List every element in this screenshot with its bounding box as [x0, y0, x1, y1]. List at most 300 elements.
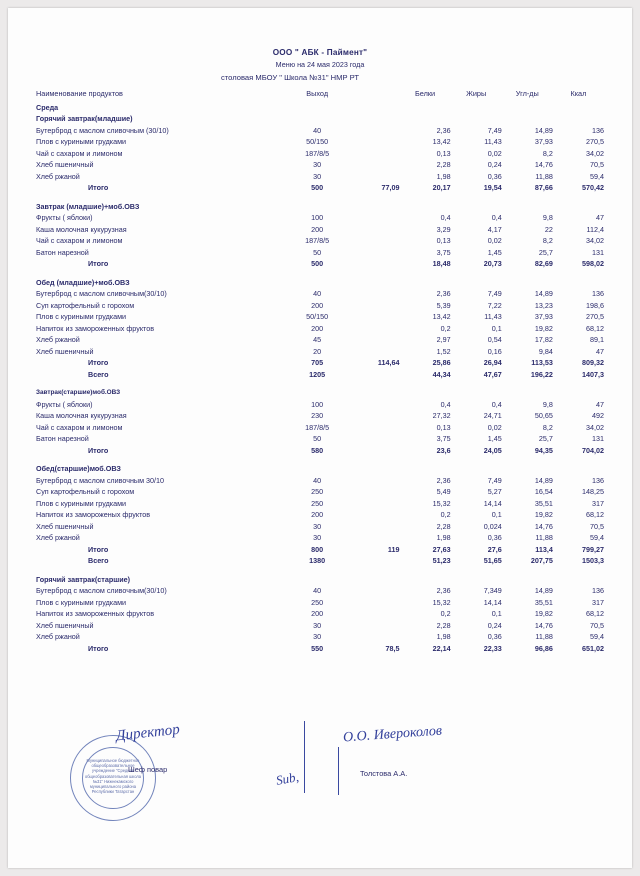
dish-name: Чай с сахаром и лимоном	[36, 422, 123, 432]
section-title-row	[36, 463, 604, 475]
dish-kkal: 59,4	[590, 171, 604, 181]
section-blank-1	[348, 574, 399, 586]
dish-name: Плов с куриными грудками	[36, 312, 127, 321]
dish-jiry: 0,02	[487, 148, 502, 158]
menu-table	[36, 88, 604, 661]
dish-jiry: 0,1	[491, 510, 502, 519]
total-cost	[348, 369, 399, 381]
total-belki: 18,48	[432, 259, 451, 268]
dish-belki: 15,32	[432, 498, 451, 508]
column-header-name: Наименование продуктов	[36, 89, 123, 98]
day-blank-1	[348, 102, 399, 114]
section-spacer	[36, 380, 604, 387]
section-blank-1	[348, 201, 399, 213]
dish-uglevody: 8,2	[542, 236, 553, 245]
total-vyhod: 580	[311, 445, 324, 455]
dish-jiry: 0,36	[487, 533, 502, 542]
total-jiry: 22,33	[483, 643, 502, 653]
dish-cost	[348, 597, 399, 609]
menu-row	[36, 224, 604, 236]
dish-vyhod: 230	[311, 411, 324, 420]
document-page	[8, 8, 632, 868]
total-vyhod: 500	[311, 183, 324, 192]
section-blank-3	[451, 574, 502, 586]
dish-name: Бутерброд с маслом сливочным(30/10)	[36, 586, 167, 595]
dish-cost	[348, 288, 399, 300]
total-cost	[348, 555, 399, 567]
section-title: Горячий завтрак(младшие)	[36, 114, 133, 123]
dish-kkal: 136	[592, 125, 604, 135]
section-title: Завтрак (младшие)+моб.ОВЗ	[36, 201, 140, 211]
dish-name: Хлеб пшеничный	[36, 620, 94, 630]
total-belki: 27,63	[432, 544, 451, 554]
org-name: ООО " АБК - Паймент"	[272, 48, 368, 57]
dish-uglevody: 50,65	[534, 411, 553, 420]
total-label: Итого	[88, 358, 109, 367]
dish-vyhod: 45	[313, 335, 322, 344]
dish-cost	[348, 125, 399, 137]
section-blank-1	[348, 463, 399, 475]
menu-row	[36, 288, 604, 300]
dish-uglevody: 19,82	[534, 323, 553, 333]
dish-name: Хлеб ржаной	[36, 335, 80, 344]
dish-jiry: 0,16	[487, 346, 502, 356]
section-blank-3	[451, 277, 502, 289]
dish-cost	[348, 509, 399, 521]
menu-row	[36, 498, 604, 510]
dish-cost	[348, 148, 399, 160]
dish-cost	[348, 585, 399, 597]
dish-vyhod: 200	[311, 323, 324, 333]
column-header-uglevody: Угл-ды	[515, 89, 539, 98]
spacer-cell	[36, 270, 604, 277]
total-row	[36, 369, 604, 381]
section-blank-4	[502, 113, 553, 125]
dish-vyhod: 30	[313, 533, 322, 542]
menu-row	[36, 148, 604, 160]
total-jiry: 19,54	[483, 183, 502, 192]
dish-name: Напиток из замороженных фруктов	[36, 609, 155, 618]
dish-name: Суп картофельный с горохом	[36, 487, 135, 496]
section-title: Обед (младшие)+моб.ОВЗ	[36, 277, 130, 287]
dish-cost	[348, 235, 399, 247]
dish-jiry: 0,1	[491, 609, 502, 618]
menu-row	[36, 475, 604, 487]
dish-kkal: 34,02	[586, 148, 604, 158]
section-blank-3	[451, 463, 502, 475]
dish-belki: 5,39	[436, 300, 451, 310]
dish-kkal: 136	[592, 289, 604, 298]
dish-belki: 0,4	[440, 213, 451, 222]
day-row	[36, 102, 604, 114]
section-blank-5	[553, 277, 604, 289]
dish-uglevody: 35,51	[534, 597, 553, 607]
section-title-row	[36, 277, 604, 289]
dish-cost	[348, 498, 399, 510]
day-blank-4	[502, 102, 553, 114]
dish-belki: 13,42	[432, 312, 451, 321]
total-jiry: 47,67	[483, 369, 502, 379]
dish-cost	[348, 608, 399, 620]
dish-belki: 13,42	[432, 137, 451, 146]
dish-name: Хлеб пшеничный	[36, 160, 94, 169]
dish-uglevody: 14,89	[534, 586, 553, 595]
section-blank-2	[400, 387, 451, 399]
dish-vyhod: 250	[311, 498, 324, 508]
menu-row	[36, 334, 604, 346]
menu-row	[36, 247, 604, 259]
dish-kkal: 68,12	[586, 510, 604, 519]
dish-cost	[348, 486, 399, 498]
dish-kkal: 317	[592, 597, 604, 607]
total-vyhod: 550	[311, 643, 324, 653]
dish-vyhod: 250	[311, 597, 324, 607]
stamp-text: Муниципальное бюджетное общеобразовательное учреждение "Средняя общеобразовательная школа №31" Нижнекамского муниципального района Республики Татарстан	[84, 758, 142, 795]
section-blank-1	[348, 387, 399, 399]
dish-uglevody: 19,82	[534, 510, 553, 519]
dish-kkal: 317	[592, 498, 604, 508]
total-label: Итого	[88, 643, 109, 653]
dish-jiry: 4,17	[487, 224, 502, 234]
dish-kkal: 270,5	[586, 137, 604, 146]
section-title: Завтрак(старшие)моб.ОВЗ	[36, 389, 121, 396]
dish-vyhod: 200	[311, 609, 324, 618]
column-header-row	[36, 88, 604, 102]
column-header-belki: Белки	[415, 89, 436, 98]
total-vyhod: 705	[311, 358, 324, 367]
dish-cost	[348, 224, 399, 236]
total-label: Всего	[88, 369, 109, 379]
dish-cost	[348, 631, 399, 643]
school-name: столовая МБОУ " Школа №31" НМР РТ	[220, 73, 359, 82]
section-blank-1	[348, 277, 399, 289]
dish-belki: 15,32	[432, 597, 451, 607]
dish-vyhod: 100	[311, 213, 324, 222]
dish-belki: 1,98	[436, 171, 451, 181]
dish-jiry: 0,36	[487, 632, 502, 641]
total-jiry: 20,73	[483, 259, 502, 268]
total-uglevody: 113,4	[535, 544, 553, 554]
total-kkal: 704,02	[582, 445, 604, 455]
total-kkal: 809,32	[582, 358, 604, 367]
dish-cost	[348, 620, 399, 632]
total-uglevody: 87,66	[534, 183, 553, 192]
section-title-row	[36, 201, 604, 213]
section-blank-0	[286, 277, 348, 289]
dish-belki: 2,36	[436, 586, 451, 595]
section-blank-0	[286, 387, 348, 399]
dish-cost	[348, 346, 399, 358]
dish-kkal: 492	[592, 411, 604, 420]
dish-belki: 0,2	[440, 323, 451, 333]
total-jiry: 26,94	[483, 358, 502, 367]
section-blank-2	[400, 113, 451, 125]
dish-vyhod: 50/150	[306, 137, 329, 146]
dish-belki: 3,29	[436, 224, 451, 234]
dish-belki: 27,32	[432, 411, 451, 420]
dish-uglevody: 37,93	[534, 312, 553, 321]
section-title-row	[36, 574, 604, 586]
dish-jiry: 0,24	[487, 160, 502, 169]
dish-uglevody: 8,2	[542, 148, 553, 158]
dish-uglevody: 14,89	[534, 475, 553, 485]
dish-jiry: 1,45	[487, 434, 502, 443]
menu-row	[36, 486, 604, 498]
manager-label: Толстова А.А.	[360, 769, 408, 778]
dish-cost	[348, 532, 399, 544]
menu-row	[36, 433, 604, 445]
dish-vyhod: 187/8/5	[305, 422, 330, 432]
dish-name: Бутерброд с маслом сливочным(30/10)	[36, 289, 167, 298]
total-vyhod: 800	[311, 544, 324, 554]
total-belki: 25,86	[432, 358, 451, 367]
total-belki: 23,6	[436, 445, 451, 455]
section-blank-4	[502, 463, 553, 475]
dish-name: Хлеб ржаной	[36, 533, 80, 542]
day-blank-5	[553, 102, 604, 114]
total-label: Итого	[88, 544, 109, 554]
dish-name: Каша молочная кукурузная	[36, 224, 127, 234]
signature-area	[8, 713, 632, 843]
section-blank-2	[400, 574, 451, 586]
dish-cost	[348, 433, 399, 445]
total-vyhod: 1205	[309, 369, 326, 379]
dish-kkal: 131	[592, 247, 604, 257]
dish-name: Плов с куриными грудками	[36, 137, 127, 146]
dish-vyhod: 30	[313, 632, 322, 641]
menu-row	[36, 235, 604, 247]
dish-cost	[348, 159, 399, 171]
dish-name: Чай с сахаром и лимоном	[36, 236, 123, 245]
dish-uglevody: 9,84	[538, 346, 553, 356]
dish-jiry: 7,49	[487, 125, 502, 135]
dish-vyhod: 30	[313, 171, 322, 181]
dish-uglevody: 14,89	[534, 289, 553, 298]
dish-uglevody: 25,7	[538, 247, 553, 257]
dish-vyhod: 50/150	[306, 312, 329, 321]
total-cost: 77,09	[381, 183, 400, 192]
total-row	[36, 643, 604, 655]
dish-uglevody: 14,76	[534, 160, 553, 169]
dish-name: Плов с куриными грудками	[36, 597, 127, 607]
total-uglevody: 82,69	[534, 259, 553, 268]
director-signature: Директор	[115, 721, 181, 745]
dish-jiry: 0,54	[487, 335, 502, 344]
dish-kkal: 131	[592, 434, 604, 443]
dish-name: Напиток из замороженных фруктов	[36, 323, 155, 333]
total-label: Итого	[88, 183, 109, 192]
dish-jiry: 0,1	[491, 323, 502, 333]
dish-uglevody: 11,88	[535, 171, 553, 181]
dish-cost	[348, 311, 399, 323]
dish-uglevody: 14,89	[534, 125, 553, 135]
total-label: Итого	[88, 259, 109, 268]
total-row	[36, 258, 604, 270]
section-spacer	[36, 456, 604, 463]
dish-kkal: 70,5	[590, 521, 604, 531]
total-kkal: 1503,3	[582, 556, 604, 565]
section-blank-5	[553, 113, 604, 125]
dish-cost	[348, 300, 399, 312]
dish-uglevody: 17,82	[534, 335, 553, 344]
dish-belki: 2,28	[436, 521, 451, 531]
dish-vyhod: 40	[313, 125, 322, 135]
dish-kkal: 136	[592, 475, 604, 485]
dish-belki: 1,98	[436, 533, 451, 542]
dish-cost	[348, 399, 399, 411]
total-uglevody: 196,22	[530, 369, 553, 379]
dish-cost	[348, 212, 399, 224]
menu-row	[36, 585, 604, 597]
extra-signature: Sub,	[274, 769, 300, 788]
spacer-cell	[36, 654, 604, 661]
total-cost: 78,5	[385, 643, 400, 653]
section-blank-4	[502, 387, 553, 399]
total-row	[36, 182, 604, 194]
dish-name: Хлеб пшеничный	[36, 521, 94, 531]
dish-uglevody: 8,2	[542, 422, 553, 432]
total-cost	[348, 445, 399, 457]
dish-vyhod: 40	[313, 289, 322, 298]
dish-jiry: 5,27	[487, 487, 502, 496]
dish-uglevody: 16,54	[534, 487, 553, 496]
column-header-blank	[348, 88, 399, 102]
spacer-cell	[36, 567, 604, 574]
dish-cost	[348, 334, 399, 346]
dish-uglevody: 11,88	[535, 632, 553, 641]
dish-kkal: 59,4	[590, 533, 604, 542]
dish-belki: 0,4	[440, 399, 451, 409]
dish-jiry: 0,24	[487, 620, 502, 630]
signature-divider-right	[338, 747, 339, 795]
dish-kkal: 198,6	[586, 300, 604, 310]
column-header-kkal: Ккал	[570, 89, 587, 98]
dish-jiry: 1,45	[487, 247, 502, 257]
day-blank-2	[400, 102, 451, 114]
dish-belki: 2,36	[436, 475, 451, 485]
total-kkal: 570,42	[582, 183, 604, 192]
dish-cost	[348, 422, 399, 434]
chef-label: Шеф повар	[128, 765, 168, 774]
school-stamp	[70, 735, 156, 821]
dish-jiry: 7,22	[487, 300, 502, 310]
total-belki: 20,17	[432, 183, 451, 192]
total-uglevody: 94,35	[534, 445, 553, 455]
dish-belki: 1,52	[436, 346, 451, 356]
total-cost	[348, 258, 399, 270]
menu-table-body	[36, 88, 604, 661]
dish-name: Плов с куриными грудками	[36, 498, 127, 508]
dish-belki: 3,75	[436, 247, 451, 257]
dish-cost	[348, 521, 399, 533]
total-cost: 119	[387, 544, 400, 554]
menu-row	[36, 300, 604, 312]
signature-divider-left	[304, 721, 305, 793]
menu-row	[36, 631, 604, 643]
section-title: Горячий завтрак(старшие)	[36, 574, 131, 584]
total-jiry: 27,6	[487, 544, 502, 554]
spacer-cell	[36, 194, 604, 201]
dish-vyhod: 40	[313, 475, 322, 485]
total-uglevody: 96,86	[534, 643, 553, 653]
section-title: Обед(старшие)моб.ОВЗ	[36, 464, 121, 473]
dish-belki: 0,13	[436, 422, 451, 432]
dish-kkal: 89,1	[590, 335, 604, 344]
dish-uglevody: 22	[544, 224, 553, 234]
total-label: Итого	[88, 445, 109, 455]
section-spacer	[36, 654, 604, 661]
dish-uglevody: 37,93	[534, 137, 553, 146]
menu-row	[36, 212, 604, 224]
dish-vyhod: 50	[313, 247, 322, 257]
menu-row	[36, 125, 604, 137]
dish-name: Бутерброд с маслом сливочным 30/10	[36, 475, 165, 485]
dish-name: Батон нарезной	[36, 247, 89, 257]
dish-belki: 2,28	[436, 620, 451, 630]
dish-jiry: 14,14	[483, 498, 502, 508]
dish-vyhod: 20	[313, 346, 322, 356]
dish-kkal: 112,4	[586, 224, 604, 234]
menu-row	[36, 509, 604, 521]
dish-uglevody: 14,76	[534, 521, 553, 531]
dish-jiry: 7,349	[483, 586, 502, 595]
total-kkal: 651,02	[582, 643, 604, 653]
menu-date-line: Меню на 24 мая 2023 года	[275, 60, 365, 69]
dish-uglevody: 19,82	[534, 609, 553, 618]
dish-vyhod: 200	[311, 224, 324, 234]
dish-name: Бутерброд с маслом сливочным (30/10)	[36, 125, 169, 135]
dish-vyhod: 30	[313, 620, 322, 630]
section-spacer	[36, 567, 604, 574]
menu-row	[36, 532, 604, 544]
total-belki: 22,14	[432, 643, 451, 653]
dish-belki: 3,75	[436, 434, 451, 443]
day-label: Среда	[36, 102, 59, 112]
total-kkal: 598,02	[582, 259, 604, 268]
day-blank-3	[451, 102, 502, 114]
dish-belki: 2,28	[436, 160, 451, 169]
dish-cost	[348, 171, 399, 183]
dish-name: Суп картофельный с горохом	[36, 300, 135, 310]
dish-cost	[348, 475, 399, 487]
dish-uglevody: 14,76	[534, 620, 553, 630]
dish-kkal: 59,4	[590, 632, 604, 641]
dish-belki: 0,2	[440, 510, 451, 519]
section-blank-0	[286, 113, 348, 125]
total-label: Всего	[88, 556, 109, 565]
section-blank-0	[286, 574, 348, 586]
menu-row	[36, 171, 604, 183]
dish-belki: 0,2	[440, 609, 451, 618]
dish-uglevody: 13,23	[534, 300, 553, 310]
section-blank-5	[553, 574, 604, 586]
total-belki: 51,23	[432, 556, 451, 565]
dish-jiry: 7,49	[487, 289, 502, 298]
total-row	[36, 555, 604, 567]
total-row	[36, 357, 604, 369]
section-blank-4	[502, 201, 553, 213]
dish-name: Хлеб ржаной	[36, 171, 80, 181]
total-vyhod: 500	[311, 259, 324, 268]
dish-jiry: 11,43	[484, 312, 502, 321]
day-blank-0	[286, 102, 348, 114]
dish-vyhod: 100	[311, 399, 324, 409]
section-blank-4	[502, 574, 553, 586]
dish-name: Фрукты ( яблоки)	[36, 213, 93, 222]
dish-belki: 0,13	[436, 236, 451, 245]
dish-jiry: 14,14	[483, 597, 502, 607]
dish-kkal: 47	[596, 346, 604, 356]
